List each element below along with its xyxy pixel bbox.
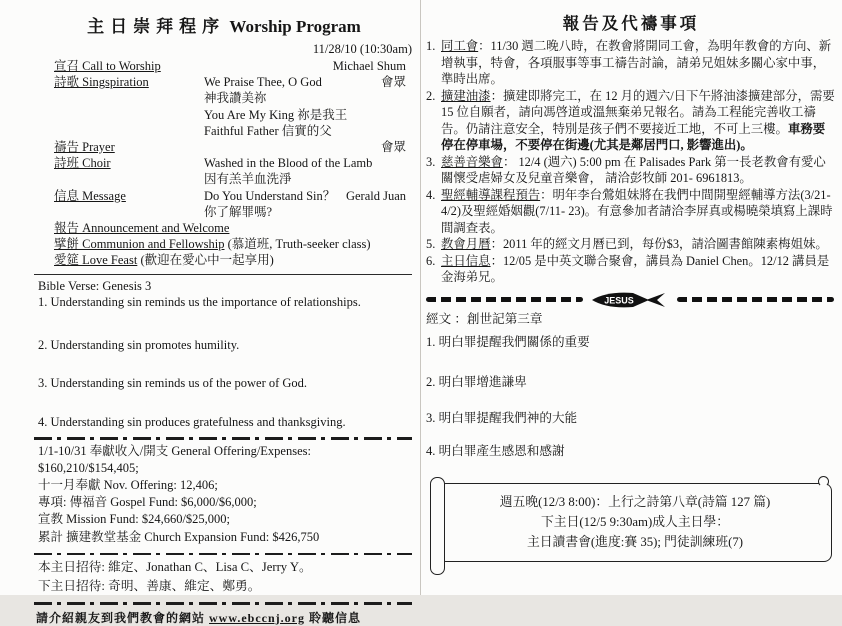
website-invitation-pre: 請介紹親友到我們教會的網站 (36, 610, 206, 625)
program-row-call-to-worship (54, 58, 412, 74)
speaker-name: Gerald Juan (345, 188, 406, 203)
announcement-number: 5. (426, 237, 436, 251)
announcement-body (441, 154, 836, 187)
anthem-title-zh: 因有羔羊血洗淨 (204, 172, 292, 187)
schedule-scroll-banner (438, 483, 832, 562)
program-row-communion (54, 236, 412, 252)
ushers-section (36, 558, 412, 595)
song-title: 神我讚美祢 (204, 91, 267, 106)
church-website-link[interactable]: www.ebccnj.org (209, 610, 305, 625)
worship-program-title (36, 12, 412, 37)
worship-program-column (0, 0, 420, 625)
announcement-text: ：11/30 週二晚八時，在教會將開同工會，為明年教會的方向、新增執事，特會，各項服事等事工禱告討論，請弟兄姐妹多關心家中事，準時出席。 (441, 39, 832, 86)
announcement-number: 4. (426, 187, 436, 202)
outline-point: 2. 明白罪增進謙卑 (426, 374, 527, 389)
announcement-text-bold: 車務要停在停車場，不要停在街邊(尤其是鄰居門口, 影響進出)。 (441, 121, 826, 152)
outline-point: 3. 明白罪提醒我們神的大能 (426, 410, 578, 425)
program-label: 報告 Announcement and Welcome (54, 221, 230, 236)
program-row-singspiration (54, 74, 412, 139)
sermon-title-zh: 你了解罪嗎? (204, 204, 273, 219)
section-divider (34, 274, 412, 275)
program-row-love-feast (54, 252, 412, 268)
jesus-fish-divider (426, 291, 834, 309)
website-invitation-post: 聆聽信息 (309, 610, 362, 625)
choir-anthem (204, 155, 412, 187)
dashed-divider (34, 602, 412, 605)
announcement-item (426, 154, 836, 187)
announcement-text: ：明年李台鶯姐妹將在我們中間開聖經輔導方法(3/21-4/2)及聖經婚姻觀(7/11- 23)。有意參加者請洽李屏真或楊曉榮填寫上課時間調查表。 (441, 187, 833, 235)
announcement-heading: 慈善音樂會 (441, 154, 503, 169)
announcement-number: 1. (426, 39, 436, 53)
announcement-text: ：擴建即將完工，在 12 月的週六/日下午將油漆擴建部分，需要 15 位自願者，請向馮啓道或溫無棄弟兄報名。請為工程能完善收工禱告。仍請注意安全，特別是孩子們不要接近工地，不可上三樓。 (441, 88, 835, 136)
sermon-title (204, 188, 346, 220)
program-label: 信息 Message (54, 188, 126, 203)
congregation-label: 會眾 (380, 140, 406, 155)
offering-line: 累計 擴建教堂基金 Church Expansion Fund: $426,750 (38, 529, 320, 544)
announcement-item (426, 236, 836, 253)
ushers-next-week: 下主日招待: 奇明、善康、維定、鄭勇。 (38, 578, 261, 593)
announcements-title: 報告及代禱事項 (562, 14, 700, 33)
worship-leader: Michael Shum (332, 59, 406, 73)
program-note: (歡迎在愛心中一起享用) (137, 253, 274, 268)
offering-line: 宣教 Mission Fund: $24,660/$25,000; (38, 512, 231, 527)
program-note: (慕道班, Truth-seeker class) (224, 237, 371, 252)
anthem-title: Washed in the Blood of the Lamb (204, 156, 373, 171)
announcement-text: ：2011 年的經文月曆已到，每份$3，請洽圖書館陳素梅姐妹。 (490, 237, 828, 251)
song-list (204, 74, 381, 139)
program-label: 禱告 Prayer (54, 140, 115, 155)
program-list (54, 58, 412, 269)
sermon-point: 2. Understanding sin promotes humility. (38, 337, 240, 352)
announcement-heading: 擴建油漆 (441, 88, 491, 103)
offering-line: 專項: 傳福音 Gospel Fund: $6,000/$6,000; (38, 495, 257, 510)
sermon-outline-zh (426, 311, 836, 459)
announcement-item (426, 38, 836, 88)
announcement-number: 6. (426, 253, 436, 268)
offering-line: 十一月奉獻 Nov. Offering: 12,406; (38, 478, 218, 493)
announcement-number: 3. (426, 154, 436, 169)
jesus-fish-icon (591, 291, 669, 309)
outline-point: 4. 明白罪產生感恩和感謝 (426, 443, 565, 458)
schedule-line: 週五晚(12/3 8:00)：上行之詩第八章(詩篇 127 篇) (499, 494, 771, 509)
song-title: You Are My King 祢是我王 (204, 107, 348, 122)
announcement-body (441, 187, 836, 237)
worship-program-title-zh: 主日崇拜程序 (87, 17, 226, 36)
program-label: 愛筵 Love Feast (54, 253, 138, 268)
sermon-title-en: Do You Understand Sin？ (204, 188, 336, 203)
program-label: 詩班 Choir (54, 156, 111, 171)
announcement-item (426, 88, 836, 154)
sermon-point: 4. Understanding sin produces gratefulness and thanksgiving. (38, 414, 346, 429)
worship-program-title-en: Worship Program (229, 17, 361, 36)
announcement-heading: 教會月曆 (441, 237, 491, 251)
announcements-list (426, 38, 836, 286)
ushers-this-week: 本主日招待: 維定、Jonathan C、Lisa C、Jerry Y。 (38, 560, 312, 575)
divider-dashes-right (677, 297, 834, 302)
offering-line: 1/1-10/31 奉獻收入/開支 General Offering/Expenses: $160,210/$154,405; (38, 443, 311, 475)
announcement-body (441, 236, 836, 253)
announcements-column (422, 0, 842, 595)
scroll-curl-decoration (818, 476, 829, 487)
announcement-text: ：12/05 是中英文聯合聚會，講員為 Daniel Chen。12/12 講員是金海弟兄。 (441, 253, 830, 284)
sermon-point: 3. Understanding sin reminds us of the power of God. (38, 376, 308, 391)
schedule-line: 下主日(12/5 9:30am)成人主日學： (540, 514, 730, 529)
scripture-ref-zh: 經文 ：創世記第三章 (426, 311, 543, 326)
announcement-text: ： 12/4 (週六) 5:00 pm 在 Palisades Park 第一長老教會有愛心關懷受虐婦女及兒童音樂會， 請洽彭牧師 201- 6961813。 (441, 154, 826, 185)
program-label: 宣召 Call to Worship (54, 59, 161, 73)
divider-dashes-left (426, 297, 583, 302)
sermon-point: 1. Understanding sin reminds us the importance of relationships. (38, 295, 361, 310)
program-row-prayer (54, 139, 412, 155)
dashed-divider (34, 437, 412, 440)
center-fold-line (420, 0, 421, 595)
svg-text:JESUS: JESUS (604, 295, 634, 305)
announcement-body (441, 38, 836, 88)
announcement-heading: 聖經輔導課程預告 (441, 187, 541, 202)
program-label: 詩歌 Singspiration (54, 75, 149, 90)
announcement-item (426, 187, 836, 237)
program-row-announcement (54, 220, 412, 236)
announcement-heading: 主日信息 (441, 253, 491, 268)
dashed-divider (34, 553, 412, 556)
song-title: Faithful Father 信實的父 (204, 123, 332, 138)
sermon-notes-en (38, 279, 412, 431)
congregation-label: 會眾 (380, 75, 406, 90)
announcement-number: 2. (426, 88, 436, 103)
program-row-message (54, 188, 412, 220)
program-label: 擘餅 Communion and Fellowship (54, 237, 225, 252)
announcement-body (441, 253, 836, 286)
announcement-body (441, 88, 836, 154)
website-invitation (36, 609, 412, 626)
bible-verse-ref: Bible Verse: Genesis 3 (38, 278, 152, 293)
announcement-item (426, 253, 836, 286)
announcement-heading: 同工會 (441, 39, 479, 53)
service-datetime: 11/28/10 (10:30am) (312, 42, 412, 56)
schedule-line: 主日讀書會(進度:賽 35); 門徒訓練班(7) (526, 534, 744, 549)
song-title: We Praise Thee, O God (204, 75, 322, 90)
outline-point: 1. 明白罪提醒我們關係的重要 (426, 334, 590, 349)
offering-report (36, 443, 412, 546)
program-row-choir (54, 155, 412, 187)
